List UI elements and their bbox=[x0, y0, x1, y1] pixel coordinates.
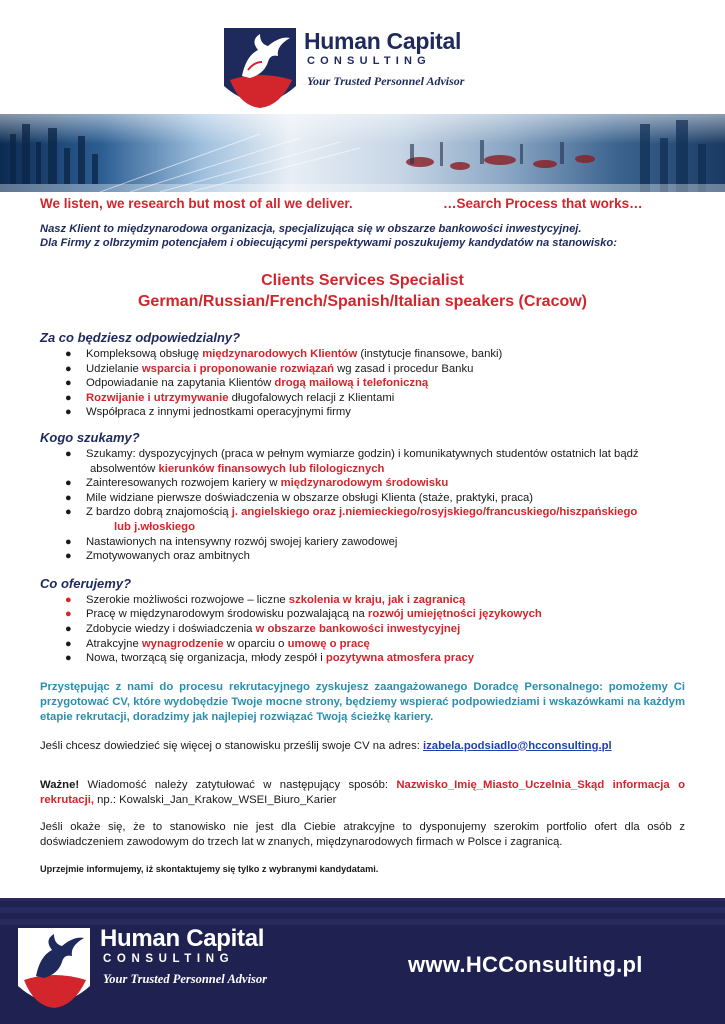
bullet-icon: ● bbox=[65, 362, 72, 375]
intro bbox=[40, 222, 685, 250]
responsibilities-list bbox=[40, 347, 685, 420]
phoenix-logo-icon bbox=[220, 26, 300, 110]
bullet-icon: ● bbox=[65, 652, 72, 665]
bullet-icon: ● bbox=[65, 491, 72, 504]
list-item: ● Atrakcyjne wynagrodzenie w oparciu o umowę o pracę bbox=[65, 637, 370, 650]
list-item: ● Z bardzo dobrą znajomością j. angielskiego oraz j.niemieckiego/rosyjskiego/francuskiego/hiszpańskiego lub j.włoskiego bbox=[65, 506, 638, 533]
header-banner-image bbox=[0, 114, 725, 192]
brand-tagline: Your Trusted Personnel Advisor bbox=[307, 74, 465, 88]
list-item: ● Współpraca z innymi jednostkami operacyjnymi firmy bbox=[65, 406, 351, 419]
list-item: ● Nastawionych na intensywny rozwój swojej kariery zawodowej bbox=[65, 535, 398, 548]
list-item: ● Mile widziane pierwsze doświadczenia w obszarze obsługi Klienta (staże, praktyki, praca) bbox=[65, 491, 534, 504]
bullet-icon: ● bbox=[65, 622, 72, 635]
contact-note: Uprzejmie informujemy, iż skontaktujemy się tylko z wybranymi kandydatami. bbox=[40, 863, 379, 874]
header-logo bbox=[220, 26, 480, 110]
bullet-icon: ● bbox=[65, 477, 72, 490]
banner-graphic bbox=[0, 114, 725, 192]
bullet-icon: ● bbox=[65, 377, 72, 390]
bullet-icon: ● bbox=[65, 348, 72, 360]
list-item: ● Zainteresowanych rozwojem kariery w międzynarodowym środowisku bbox=[65, 477, 449, 490]
bullet-icon: ● bbox=[65, 506, 72, 519]
list-item: ● Pracę w międzynarodowym środowisku pozwalającą na rozwój umiejętności językowych bbox=[65, 608, 542, 621]
requirements-heading: Kogo szukamy? bbox=[40, 429, 140, 445]
list-item: ● Nowa, tworzącą się organizacja, młody zespół i pozytywna atmosfera pracy bbox=[65, 652, 475, 665]
website-link[interactable]: www.HCConsulting.pl bbox=[408, 952, 643, 977]
footer-brand-name: Human Capital bbox=[100, 925, 265, 952]
list-item: ● Kompleksową obsługę międzynarodowych Klientów (instytucje finansowe, banki) bbox=[65, 348, 503, 360]
bullet-icon: ● bbox=[65, 608, 72, 621]
job-offer-content bbox=[40, 194, 685, 874]
portfolio-paragraph: Jeśli okaże się, że to stanowisko nie jest dla Ciebie atrakcyjne to dysponujemy szerokim portfolio ofert dla osób z doświadczeniem zawodowym do trzech lat w znanych, międzynarodowych firmach w Polsce i zagranicą. bbox=[40, 820, 685, 848]
job-title: Clients Services Specialist bbox=[261, 272, 464, 289]
requirements-list bbox=[40, 447, 685, 564]
brand-sub: CONSULTING bbox=[307, 55, 431, 67]
bullet-icon: ● bbox=[65, 391, 72, 404]
brand-name: Human Capital bbox=[304, 28, 462, 54]
intro-line-1: Nasz Klient to międzynarodowa organizacja, specjalizująca się w obszarze bankowości inwestycyjnej. bbox=[40, 223, 582, 235]
list-item: ● Rozwijanie i utrzymywanie długofalowych relacji z Klientami bbox=[65, 391, 395, 404]
offer-list bbox=[40, 593, 685, 666]
footer-logo bbox=[14, 926, 294, 1010]
bullet-icon: ● bbox=[65, 593, 72, 606]
bullet-icon: ● bbox=[65, 406, 72, 419]
slogan-right: …Search Process that works… bbox=[443, 196, 643, 211]
bullet-icon: ● bbox=[65, 637, 72, 650]
footer-brand-sub: CONSULTING bbox=[103, 953, 235, 965]
bullet-icon: ● bbox=[65, 535, 72, 548]
recruitment-pitch: Przystępując z nami do procesu rekrutacyjnego zyskujesz zaangażowanego Doradcę Personalnego: pomożemy Ci przygotować CV, które wydobędzie Twoje mocne strony, będziemy wspierać podpowiedziami i wskazówkami na każdym etapie rekrutacji, doradzimy jak najlepiej rozwiązać Twoją ścieżkę kariery. bbox=[40, 680, 685, 723]
important-label: Ważne! bbox=[40, 778, 80, 791]
email-paragraph: Jeśli chcesz dowiedzieć się więcej o stanowisku prześlij swoje CV na adres: izabela.podsiadlo@hcconsulting.pl bbox=[40, 739, 612, 752]
job-title-block bbox=[40, 270, 685, 312]
bullet-icon: ● bbox=[65, 550, 72, 563]
footer-brand-tagline: Your Trusted Personnel Advisor bbox=[103, 972, 268, 986]
job-subtitle: German/Russian/French/Spanish/Italian speakers (Cracow) bbox=[137, 293, 588, 310]
naming-instructions: Ważne! Wiadomość należy zatytułować w następujący sposób: Nazwisko_Imię_Miasto_Uczelnia_Skąd informacja o rekrutacji, np.: Kowalski_Jan_Krakow_WSEI_Biuro_Karier bbox=[40, 778, 685, 806]
slogan bbox=[40, 194, 685, 214]
intro-line-2: Dla Firmy z olbrzymim potencjałem i obiecującymi perspektywami poszukujemy kandydatów na stanowisko: bbox=[40, 237, 617, 249]
slogan-left: We listen, we research but most of all we deliver. bbox=[40, 196, 353, 211]
list-item: ● Szukamy: dyspozycyjnych (praca w pełnym wymiarze godzin) i komunikatywnych studentów ostatnich lat bądź absolwentów kierunków finansowych lub filologicznych bbox=[65, 447, 639, 475]
list-item: ● Udzielanie wsparcia i proponowanie rozwiązań wg zasad i procedur Banku bbox=[65, 362, 474, 375]
offer-heading: Co oferujemy? bbox=[40, 575, 132, 591]
responsibilities-heading: Za co będziesz odpowiedzialny? bbox=[40, 330, 241, 345]
footer bbox=[0, 898, 725, 1024]
list-item: ● Odpowiadanie na zapytania Klientów drogą mailową i telefoniczną bbox=[65, 377, 429, 390]
naming-pattern: Nazwisko_Imię_Miasto_Uczelnia_Skąd informacja o rekrutacji, bbox=[40, 778, 685, 806]
list-item: ● Szerokie możliwości rozwojowe – liczne szkolenia w kraju, jak i zagranicą bbox=[65, 593, 466, 606]
list-item: ● Zmotywowanych oraz ambitnych bbox=[65, 550, 250, 563]
phoenix-logo-icon bbox=[14, 926, 94, 1010]
bullet-icon: ● bbox=[65, 447, 72, 460]
email-link[interactable]: izabela.podsiadlo@hcconsulting.pl bbox=[423, 739, 612, 752]
list-item: ● Zdobycie wiedzy i doświadczenia w obszarze bankowości inwestycyjnej bbox=[65, 622, 461, 635]
